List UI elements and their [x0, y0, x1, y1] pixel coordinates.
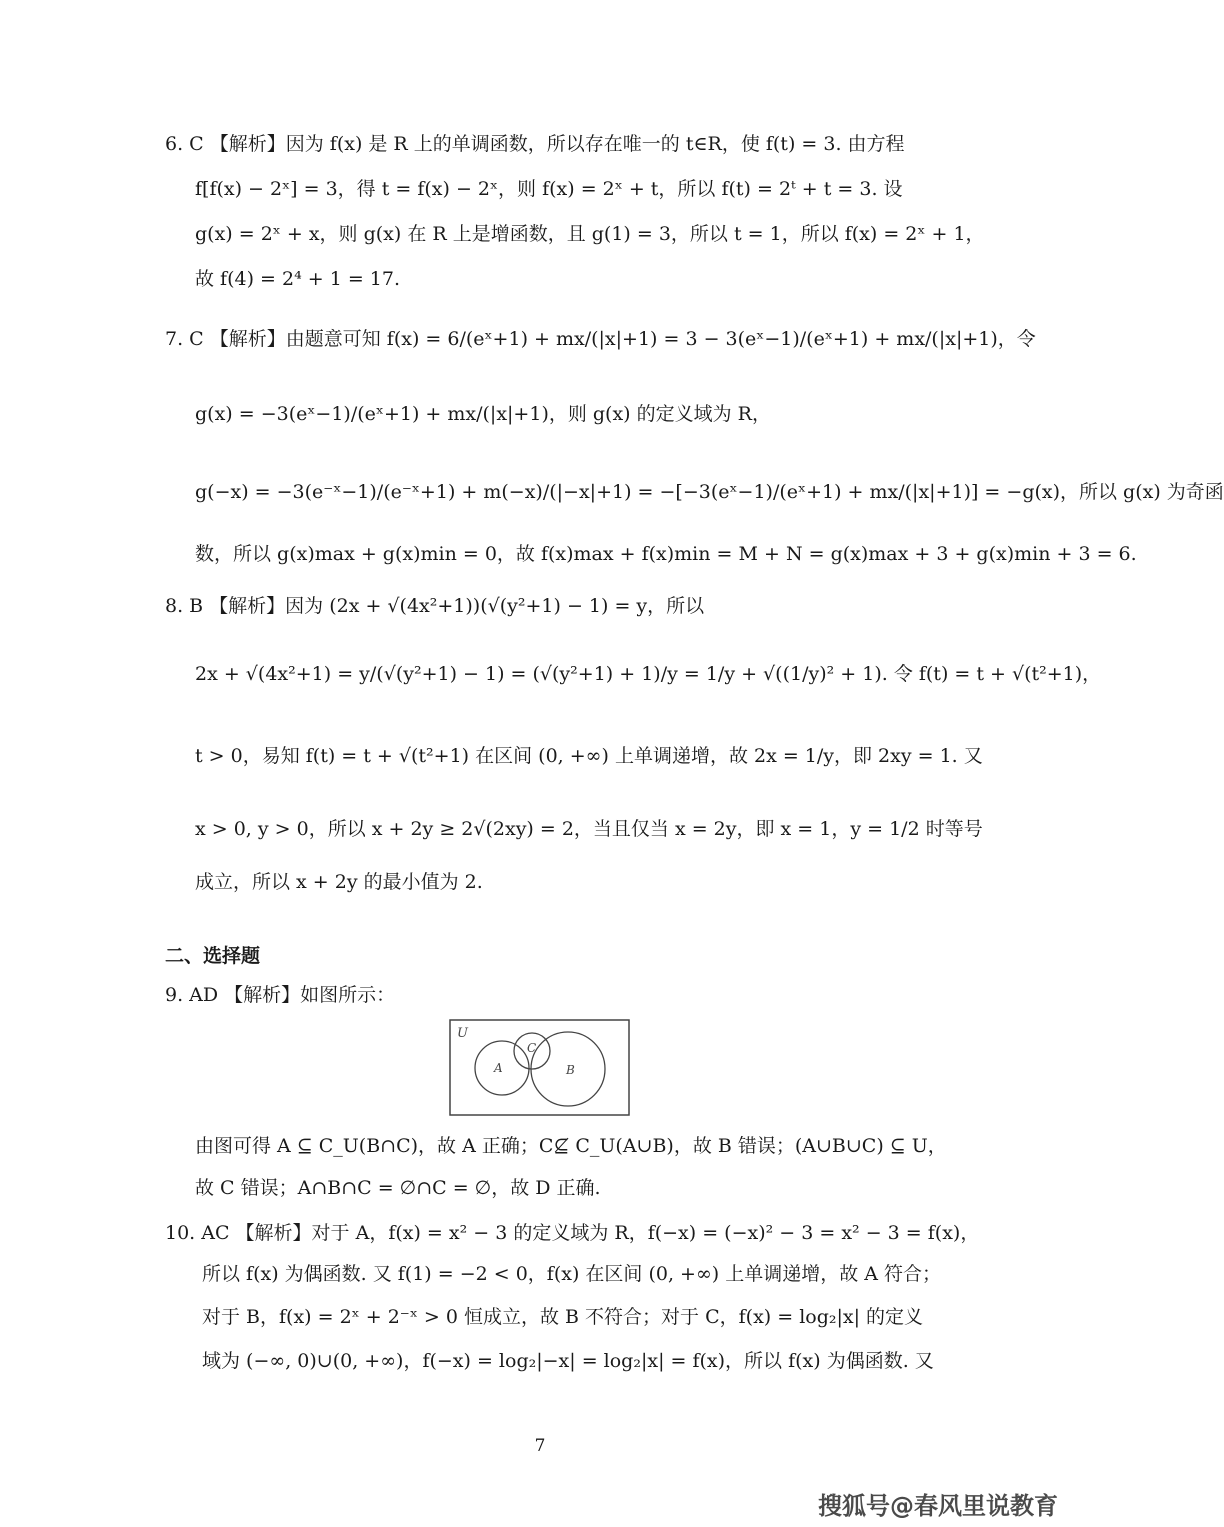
solution-q10-line4: 域为 (−∞, 0)∪(0, +∞)，f(−x) = log₂|−x| = log₂|x| = f(x)，所以 f(x) 为偶函数. 又 [202, 1350, 934, 1372]
solution-q6-line2: f[f(x) − 2ˣ] = 3，得 t = f(x) − 2ˣ，则 f(x) = 2ˣ + t，所以 f(t) = 2ᵗ + t = 3. 设 [195, 178, 903, 200]
solution-q8-line5: 成立，所以 x + 2y 的最小值为 2. [195, 871, 483, 893]
solution-q10-line2: 所以 f(x) 为偶函数. 又 f(1) = −2 < 0，f(x) 在区间 (0, +∞) 上单调递增，故 A 符合； [202, 1263, 942, 1285]
watermark: 搜狐号@春风里说教育 [818, 1492, 1058, 1520]
solution-q6-line3: g(x) = 2ˣ + x，则 g(x) 在 R 上是增函数，且 g(1) = 3，所以 t = 1，所以 f(x) = 2ˣ + 1， [195, 223, 985, 245]
page-number: 7 [534, 1436, 546, 1456]
venn-diagram [449, 1019, 631, 1117]
solution-q6-line4: 故 f(4) = 2⁴ + 1 = 17. [195, 268, 400, 290]
solution-q10-line1: 10. AC 【解析】对于 A，f(x) = x² − 3 的定义域为 R，f(−x) = (−x)² − 3 = x² − 3 = f(x)， [165, 1222, 980, 1244]
solution-q8-line3: t > 0，易知 f(t) = t + √(t²+1) 在区间 (0, +∞) 上单调递增，故 2x = 1/y，即 2xy = 1. 又 [195, 745, 983, 767]
section-title: 二、选择题 [165, 945, 261, 967]
solution-q6-line1: 6. C 【解析】因为 f(x) 是 R 上的单调函数，所以存在唯一的 t∈R，使 f(t) = 3. 由方程 [165, 133, 905, 155]
solution-q9-line3: 故 C 错误；A∩B∩C = ∅∩C = ∅，故 D 正确. [195, 1177, 601, 1199]
solution-q7-line4: 数，所以 g(x)max + g(x)min = 0，故 f(x)max + f(x)min = M + N = g(x)max + 3 + g(x)min + 3 = 6. [195, 543, 1137, 565]
solution-q8-line1: 8. B 【解析】因为 (2x + √(4x²+1))(√(y²+1) − 1) = y，所以 [165, 595, 705, 617]
solution-q8-line2: 2x + √(4x²+1) = y/(√(y²+1) − 1) = (√(y²+1) + 1)/y = 1/y + √((1/y)² + 1). 令 f(t) = t + √(t²+1)， [195, 663, 1102, 685]
set-b-label: B [566, 1063, 575, 1077]
solution-q10-line3: 对于 B，f(x) = 2ˣ + 2⁻ˣ > 0 恒成立，故 B 不符合；对于 C，f(x) = log₂|x| 的定义 [202, 1306, 924, 1328]
solution-q9-line1: 9. AD 【解析】如图所示： [165, 984, 396, 1006]
universe-label: U [457, 1026, 468, 1041]
solution-q8-line4: x > 0, y > 0，所以 x + 2y ≥ 2√(2xy) = 2，当且仅当 x = 2y，即 x = 1，y = 1/2 时等号 [195, 818, 983, 840]
set-c-label: C [527, 1041, 537, 1055]
solution-q7-line2: g(x) = −3(eˣ−1)/(eˣ+1) + mx/(|x|+1)，则 g(x) 的定义域为 R， [195, 403, 771, 425]
solution-q7-line1: 7. C 【解析】由题意可知 f(x) = 6/(eˣ+1) + mx/(|x|+1) = 3 − 3(eˣ−1)/(eˣ+1) + mx/(|x|+1)，令 [165, 328, 1036, 350]
set-a-label: A [494, 1061, 503, 1075]
solution-q9-line2: 由图可得 A ⊆ C_U(B∩C)，故 A 正确；C⊈ C_U(A∪B)，故 B 错误；(A∪B∪C) ⊆ U， [195, 1135, 947, 1157]
solution-q7-line3: g(−x) = −3(e⁻ˣ−1)/(e⁻ˣ+1) + m(−x)/(|−x|+1) = −[−3(eˣ−1)/(eˣ+1) + mx/(|x|+1)] = −g(x)，所以 g(x) 为奇函 [195, 481, 1224, 503]
